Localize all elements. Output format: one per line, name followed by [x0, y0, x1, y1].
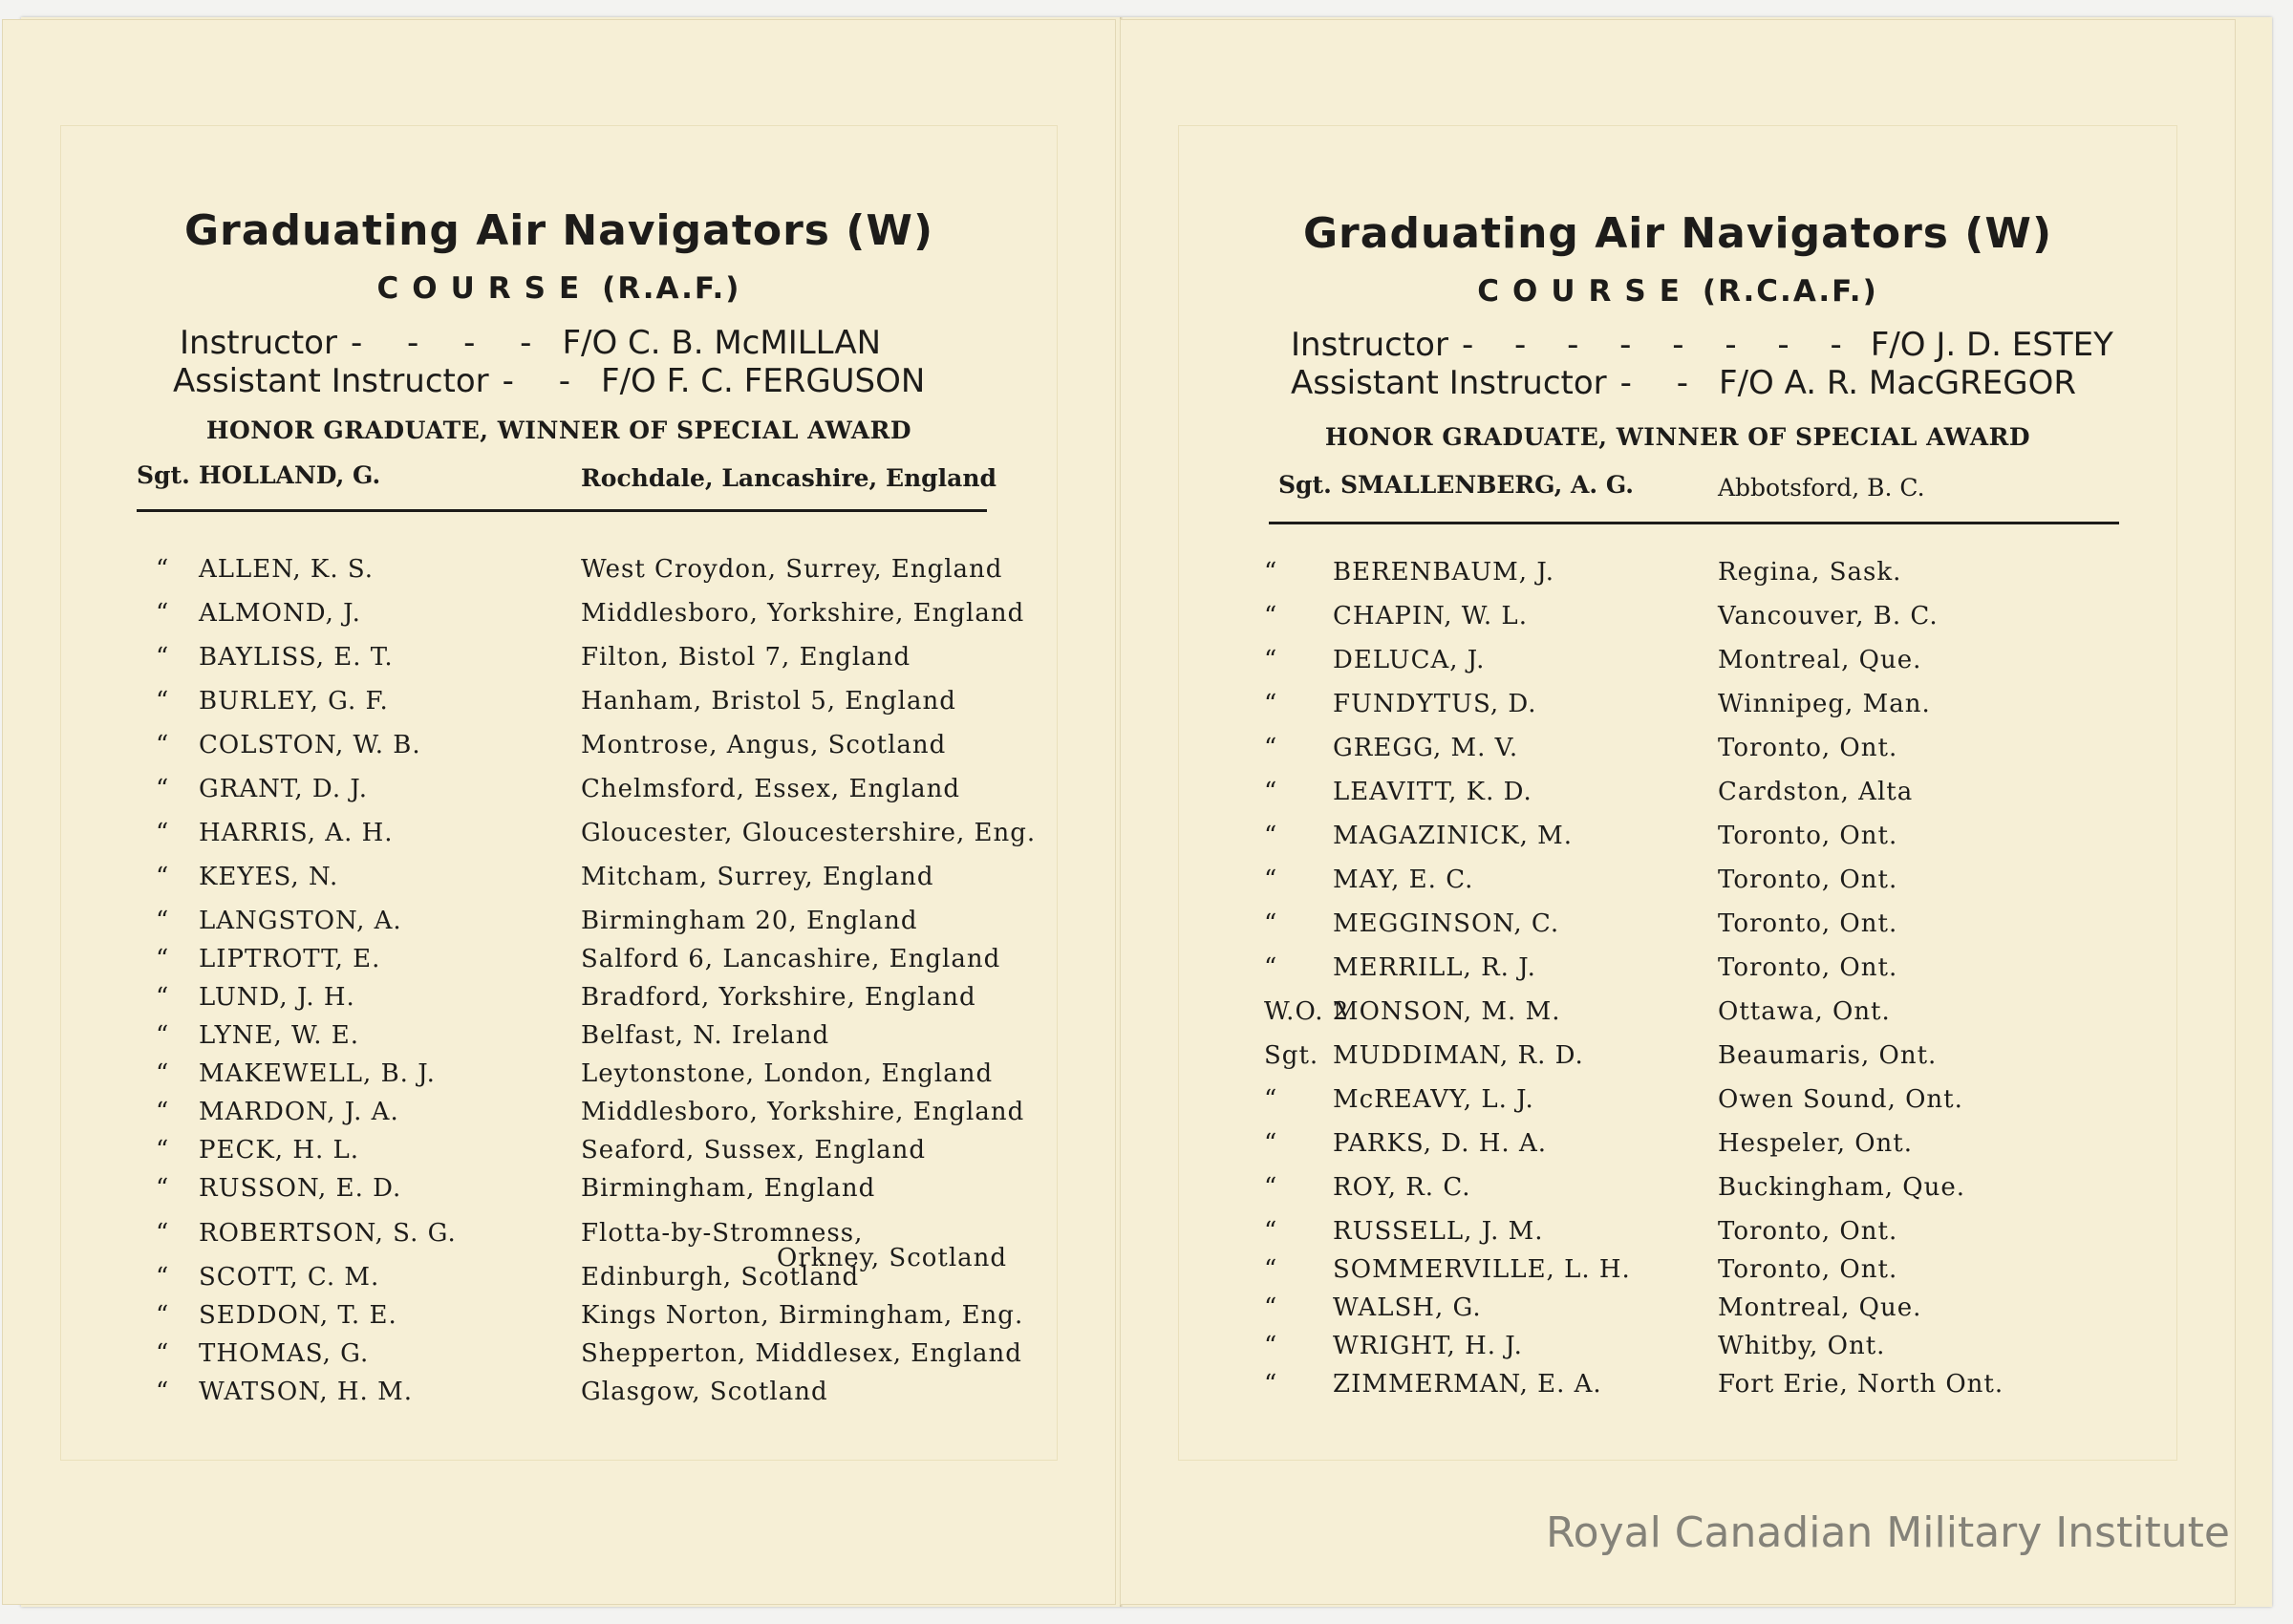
graduate-rank: “: [156, 1021, 170, 1050]
watermark-text: Royal Canadian Military Institute: [1546, 1508, 2230, 1557]
graduate-hometown: Salford 6, Lancashire, England: [581, 945, 1001, 973]
graduate-rank: “: [1264, 1255, 1278, 1284]
instructor-label: Instructor: [180, 324, 337, 362]
course-heading: [1121, 274, 2235, 309]
graduate-rank: “: [1264, 690, 1278, 718]
graduate-hometown: Fort Erie, North Ont.: [1718, 1370, 2004, 1399]
graduate-name: LUND, J. H.: [199, 983, 355, 1012]
instructor-dashes: - - - -: [350, 324, 549, 362]
graduate-rank: “: [156, 983, 170, 1012]
graduate-hometown: Vancouver, B. C.: [1718, 602, 1939, 630]
course-code: (R.C.A.F.): [1702, 274, 1878, 309]
graduate-hometown-line-2: Orkney, Scotland: [777, 1244, 1008, 1272]
graduate-name: THOMAS, G.: [199, 1339, 370, 1368]
graduate-name: GRANT, D. J.: [199, 775, 369, 803]
raf-course-page: [2, 19, 1116, 1605]
graduate-rank: “: [156, 1059, 170, 1088]
graduate-hometown: Middlesboro, Yorkshire, England: [581, 1098, 1025, 1126]
graduate-rank: “: [1264, 778, 1278, 806]
graduate-name: MONSON, M. M.: [1333, 997, 1561, 1026]
graduate-rank: “: [1264, 1332, 1278, 1360]
graduate-name: FUNDYTUS, D.: [1333, 690, 1537, 718]
honor-graduate-heading: HONOR GRADUATE, WINNER OF SPECIAL AWARD: [1324, 423, 2031, 451]
graduate-name: WRIGHT, H. J.: [1333, 1332, 1523, 1360]
divider-rule: [1269, 522, 2119, 524]
instructor-line: [1291, 326, 2113, 364]
graduate-rank: “: [156, 687, 170, 716]
divider-rule: [137, 509, 987, 512]
winner-rank: Sgt.: [1278, 471, 1332, 499]
assistant-instructor-name: F/O A. R. MacGREGOR: [1719, 364, 2076, 402]
graduate-name: SEDDON, T. E.: [199, 1301, 397, 1330]
graduate-hometown: Middlesboro, Yorkshire, England: [581, 599, 1025, 628]
graduate-rank: “: [156, 731, 170, 759]
graduate-hometown: Owen Sound, Ont.: [1718, 1085, 1963, 1114]
graduate-hometown: Toronto, Ont.: [1718, 865, 1898, 894]
graduate-name: BERENBAUM, J.: [1333, 558, 1555, 587]
graduate-hometown: Montrose, Angus, Scotland: [581, 731, 947, 759]
graduate-hometown: Chelmsford, Essex, England: [581, 775, 961, 803]
graduate-name: WATSON, H. M.: [199, 1378, 413, 1406]
graduate-rank: “: [156, 907, 170, 935]
graduate-hometown: Flotta-by-Stromness,: [581, 1219, 864, 1248]
assistant-instructor-line: [1291, 364, 2076, 402]
graduate-hometown: Ottawa, Ont.: [1718, 997, 1891, 1026]
graduate-rank: “: [1264, 646, 1278, 674]
graduate-name: PARKS, D. H. A.: [1333, 1129, 1547, 1158]
graduate-name: MAY, E. C.: [1333, 865, 1474, 894]
graduate-rank: “: [156, 1339, 170, 1368]
graduate-hometown: Shepperton, Middlesex, England: [581, 1339, 1022, 1368]
graduate-hometown: West Croydon, Surrey, England: [581, 555, 1003, 584]
graduate-name: PECK, H. L.: [199, 1136, 360, 1165]
graduate-rank: “: [1264, 1293, 1278, 1322]
graduate-name: LANGSTON, A.: [199, 907, 402, 935]
instructor-name: F/O J. D. ESTEY: [1870, 326, 2113, 364]
graduate-name: SOMMERVILLE, L. H.: [1333, 1255, 1631, 1284]
assistant-instructor-dashes: - -: [502, 362, 589, 400]
winner-rank: Sgt.: [137, 461, 190, 489]
graduate-name: ZIMMERMAN, E. A.: [1333, 1370, 1602, 1399]
graduate-rank: “: [156, 1098, 170, 1126]
winner-name: SMALLENBERG, A. G.: [1340, 471, 1634, 499]
graduate-rank: “: [156, 1263, 170, 1292]
graduate-hometown: Cardston, Alta: [1718, 778, 1914, 806]
graduate-name: SCOTT, C. M.: [199, 1263, 380, 1292]
graduate-name: MARDON, J. A.: [199, 1098, 399, 1126]
graduate-hometown: Toronto, Ont.: [1718, 822, 1898, 850]
course-word: COURSE: [376, 271, 593, 306]
graduate-name: ROBERTSON, S. G.: [199, 1219, 457, 1248]
course-heading: [3, 271, 1115, 306]
graduate-hometown: Beaumaris, Ont.: [1718, 1041, 1938, 1070]
graduate-hometown: Kings Norton, Birmingham, Eng.: [581, 1301, 1024, 1330]
instructor-label: Instructor: [1291, 326, 1448, 364]
graduate-name: ROY, R. C.: [1333, 1173, 1471, 1202]
assistant-instructor-label: Assistant Instructor: [173, 362, 489, 400]
graduate-hometown: Montreal, Que.: [1718, 1293, 1922, 1322]
graduate-hometown: Mitcham, Surrey, England: [581, 863, 934, 891]
graduate-rank: “: [1264, 953, 1278, 982]
graduate-name: COLSTON, W. B.: [199, 731, 421, 759]
instructor-line: [180, 324, 881, 362]
graduate-row: [156, 1378, 1111, 1431]
graduate-name: ALLEN, K. S.: [199, 555, 375, 584]
graduate-rank: “: [1264, 602, 1278, 630]
graduate-rank: “: [156, 1219, 170, 1248]
graduate-hometown: Toronto, Ont.: [1718, 909, 1898, 938]
graduate-name: MERRILL, R. J.: [1333, 953, 1536, 982]
assistant-instructor-label: Assistant Instructor: [1291, 364, 1607, 402]
graduate-name: MAKEWELL, B. J.: [199, 1059, 436, 1088]
graduate-hometown: Winnipeg, Man.: [1718, 690, 1931, 718]
graduate-name: WALSH, G.: [1333, 1293, 1482, 1322]
graduate-rank: Sgt.: [1264, 1041, 1319, 1070]
graduate-name: CHAPIN, W. L.: [1333, 602, 1528, 630]
graduate-name: GREGG, M. V.: [1333, 734, 1519, 762]
graduate-rank: “: [156, 1301, 170, 1330]
graduate-hometown: Glasgow, Scotland: [581, 1378, 828, 1406]
graduate-rank: “: [1264, 1085, 1278, 1114]
graduate-rank: “: [1264, 1217, 1278, 1246]
graduate-rank: “: [156, 863, 170, 891]
winner-name: HOLLAND, G.: [199, 461, 381, 489]
graduate-rank: “: [156, 775, 170, 803]
graduate-name: DELUCA, J.: [1333, 646, 1486, 674]
graduate-name: MEGGINSON, C.: [1333, 909, 1560, 938]
graduate-rank: “: [156, 945, 170, 973]
graduate-hometown: Buckingham, Que.: [1718, 1173, 1966, 1202]
graduate-hometown: Gloucester, Gloucestershire, Eng.: [581, 819, 1037, 847]
graduate-name: MUDDIMAN, R. D.: [1333, 1041, 1584, 1070]
graduate-name: McREAVY, L. J.: [1333, 1085, 1534, 1114]
course-code: (R.A.F.): [602, 271, 741, 306]
assistant-instructor-line: [173, 362, 925, 400]
graduate-hometown: Seaford, Sussex, England: [581, 1136, 926, 1165]
graduate-rank: “: [1264, 558, 1278, 587]
graduate-row: [1264, 1370, 2219, 1423]
instructor-dashes: - - - - - - - -: [1461, 326, 1857, 364]
graduate-hometown: Birmingham 20, England: [581, 907, 918, 935]
graduate-rank: “: [156, 643, 170, 672]
graduate-name: ALMOND, J.: [199, 599, 361, 628]
graduate-rank: “: [1264, 1173, 1278, 1202]
graduate-rank: “: [156, 555, 170, 584]
graduate-hometown: Edinburgh, Scotland: [581, 1263, 860, 1292]
page-title: Graduating Air Navigators (W): [183, 206, 934, 255]
graduate-hometown: Montreal, Que.: [1718, 646, 1922, 674]
graduate-rank: “: [156, 819, 170, 847]
graduate-hometown: Belfast, N. Ireland: [581, 1021, 830, 1050]
graduate-rank: “: [1264, 865, 1278, 894]
graduate-rank: “: [1264, 734, 1278, 762]
graduate-hometown: Regina, Sask.: [1718, 558, 1902, 587]
assistant-instructor-name: F/O F. C. FERGUSON: [601, 362, 926, 400]
graduate-hometown: Toronto, Ont.: [1718, 1217, 1898, 1246]
assistant-instructor-dashes: - -: [1619, 364, 1706, 402]
graduate-name: LIPTROTT, E.: [199, 945, 381, 973]
graduate-hometown: Hanham, Bristol 5, England: [581, 687, 956, 716]
graduate-hometown: Leytonstone, London, England: [581, 1059, 994, 1088]
graduate-hometown: Hespeler, Ont.: [1718, 1129, 1914, 1158]
graduate-rank: “: [156, 1136, 170, 1165]
graduate-name: LYNE, W. E.: [199, 1021, 359, 1050]
winner-place: Abbotsford, B. C.: [1718, 474, 1925, 502]
graduate-name: LEAVITT, K. D.: [1333, 778, 1532, 806]
graduate-name: RUSSON, E. D.: [199, 1174, 402, 1203]
graduate-hometown: Filton, Bistol 7, England: [581, 643, 911, 672]
page-title: Graduating Air Navigators (W): [1302, 209, 2053, 258]
graduate-hometown: Bradford, Yorkshire, England: [581, 983, 976, 1012]
graduate-hometown: Toronto, Ont.: [1718, 953, 1898, 982]
graduate-rank: “: [156, 1174, 170, 1203]
graduate-rank: “: [156, 1378, 170, 1406]
graduate-name: BAYLISS, E. T.: [199, 643, 394, 672]
course-word: COURSE: [1477, 274, 1693, 309]
instructor-name: F/O C. B. McMILLAN: [562, 324, 882, 362]
graduate-rank: “: [1264, 1129, 1278, 1158]
rcaf-course-page: [1120, 19, 2236, 1605]
graduate-rank: “: [1264, 1370, 1278, 1399]
graduate-hometown: Birmingham, England: [581, 1174, 876, 1203]
honor-graduate-heading: HONOR GRADUATE, WINNER OF SPECIAL AWARD: [205, 417, 912, 444]
graduate-rank: “: [1264, 822, 1278, 850]
graduate-hometown: Whitby, Ont.: [1718, 1332, 1886, 1360]
graduate-name: MAGAZINICK, M.: [1333, 822, 1574, 850]
graduate-rank: W.O. 2: [1264, 997, 1350, 1026]
graduate-name: HARRIS, A. H.: [199, 819, 394, 847]
graduate-name: RUSSELL, J. M.: [1333, 1217, 1544, 1246]
graduate-hometown: Toronto, Ont.: [1718, 1255, 1898, 1284]
graduate-name: KEYES, N.: [199, 863, 339, 891]
winner-place: Rochdale, Lancashire, England: [581, 464, 997, 492]
graduate-rank: “: [156, 599, 170, 628]
graduate-hometown: Toronto, Ont.: [1718, 734, 1898, 762]
graduate-rank: “: [1264, 909, 1278, 938]
graduate-name: BURLEY, G. F.: [199, 687, 389, 716]
